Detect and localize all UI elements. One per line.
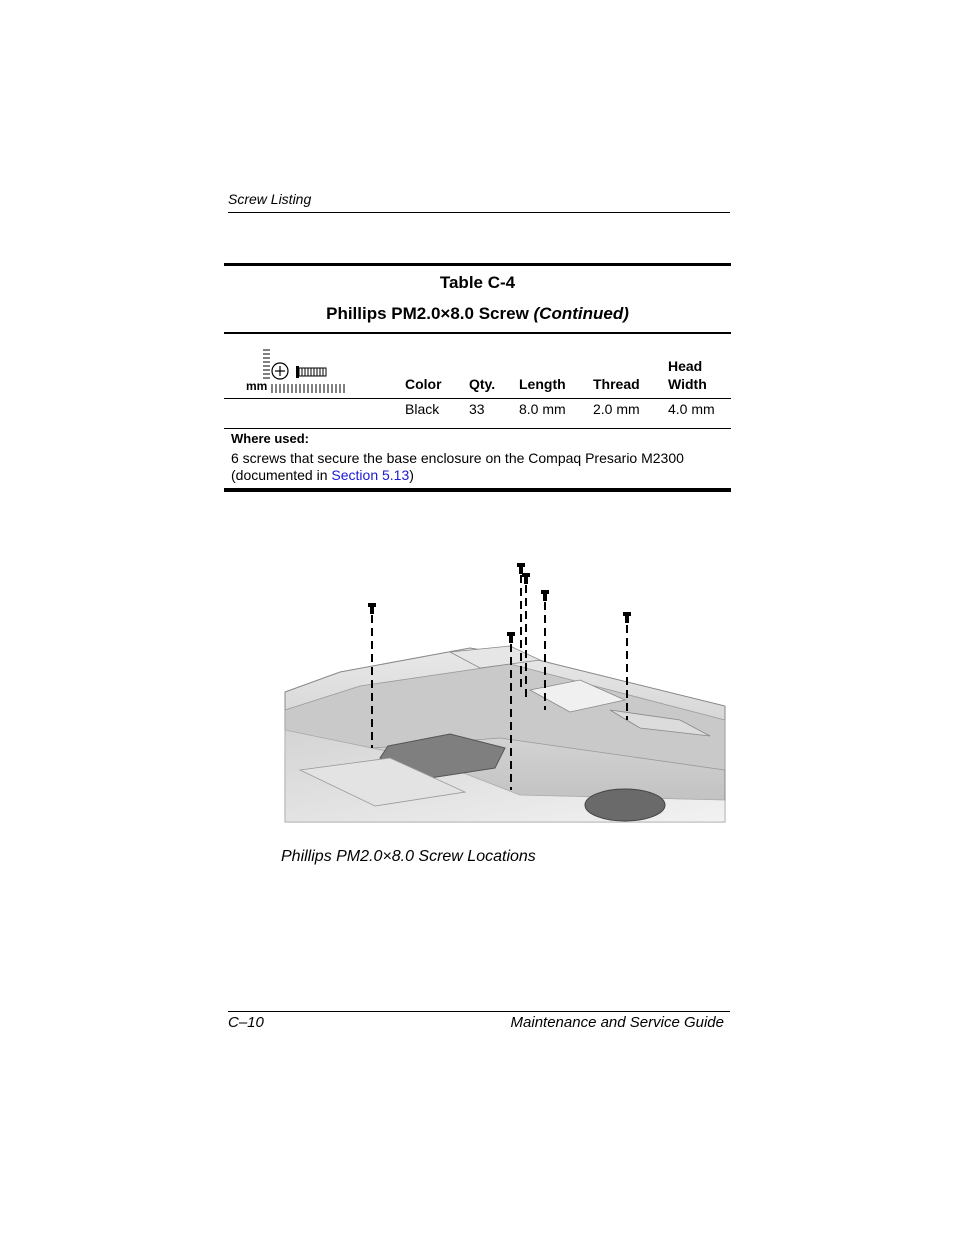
col-header-head-line2: Width [668, 376, 707, 392]
col-header-thread: Thread [593, 376, 640, 392]
cell-qty: 33 [469, 401, 485, 417]
cell-length: 8.0 mm [519, 401, 566, 417]
where-used-text [231, 450, 726, 484]
col-header-length: Length [519, 376, 566, 392]
cell-thread: 2.0 mm [593, 401, 640, 417]
where-used-title: Where used: [231, 431, 310, 446]
cell-head-width: 4.0 mm [668, 401, 715, 417]
table-top-rule [224, 263, 731, 266]
header-row-rule [224, 398, 731, 399]
screw-locations-illustration [280, 560, 730, 830]
table-subtitle-main: Phillips PM2.0×8.0 Screw [326, 304, 534, 323]
col-header-color: Color [405, 376, 442, 392]
figure-caption: Phillips PM2.0×8.0 Screw Locations [281, 848, 536, 865]
header-rule [228, 212, 730, 213]
table-title: Table C-4 [439, 273, 516, 292]
table-title-rule [224, 332, 731, 334]
col-header-qty: Qty. [469, 376, 496, 392]
footer-rule [228, 1011, 730, 1012]
guide-title: Maintenance and Service Guide [510, 1014, 724, 1031]
scale-unit-label: mm [246, 379, 268, 393]
col-header-head-width [668, 357, 707, 393]
col-header-head-line1: Head [668, 358, 703, 374]
data-row-rule [224, 428, 731, 429]
cell-color: Black [405, 401, 440, 417]
table-subtitle-continued: (Continued) [533, 304, 629, 323]
where-used-end: ) [409, 467, 414, 483]
page-number: C–10 [228, 1014, 264, 1031]
table-subtitle [224, 304, 731, 324]
section-link[interactable]: Section 5.13 [331, 467, 410, 483]
table-bottom-rule [224, 488, 731, 492]
running-header: Screw Listing [228, 191, 312, 207]
where-used-body: 6 screws that secure the base enclosure on the Compaq Presario M2300 (documented in [231, 450, 684, 483]
